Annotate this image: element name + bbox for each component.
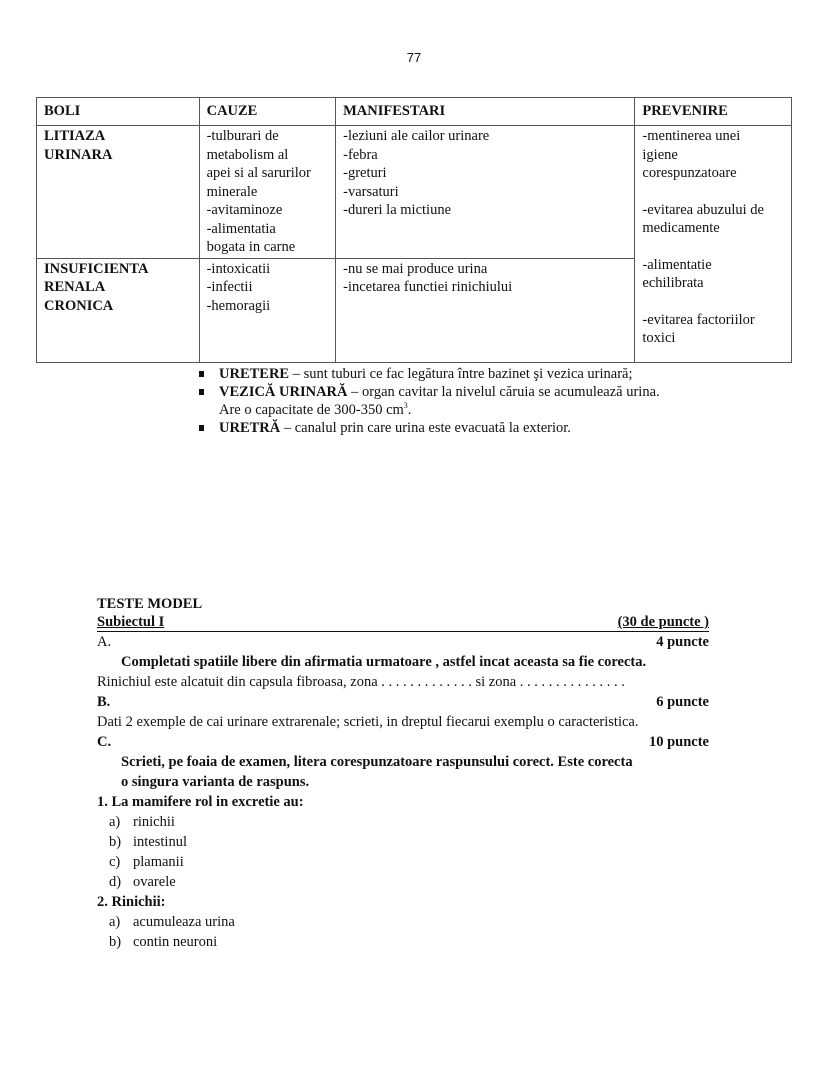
disease-line: INSUFICIENTA (44, 260, 149, 277)
question-2: 2. Rinichii: (97, 894, 166, 910)
option-a (97, 812, 709, 832)
list-item (196, 419, 756, 437)
manifestations-cell (336, 258, 635, 362)
header-manifestari: MANIFESTARI (336, 98, 635, 126)
section-a-label: A. (97, 634, 112, 650)
section-title: TESTE MODEL (97, 596, 203, 612)
cause-line: -infectii (206, 279, 253, 295)
cause-line: -tulburari de (206, 128, 279, 144)
manifestation-line: -greturi (343, 165, 387, 181)
punctuation: . (407, 402, 412, 418)
disease-cell (37, 258, 200, 362)
section-b-points: 6 puncte (656, 694, 709, 710)
manifestation-line: -dureri la mictiune (343, 202, 452, 218)
table-row (37, 126, 792, 259)
table-header-row (37, 98, 792, 126)
diseases-table (36, 97, 792, 363)
square-bullet-icon (199, 389, 204, 395)
option-text: acumuleaza urina (133, 914, 235, 930)
cause-line: -intoxicatii (206, 260, 271, 277)
prevention-line: corespunzatoare (642, 165, 737, 181)
option-c (97, 852, 709, 872)
disease-line: CRONICA (44, 297, 114, 314)
section-c-instruction-continued: o singura varianta de raspuns. (121, 774, 310, 790)
disease-line: RENALA (44, 279, 106, 295)
section-b-label: B. (97, 694, 111, 710)
option-text: contin neuroni (133, 934, 218, 950)
prevention-cell (635, 126, 792, 363)
subject-header (97, 614, 709, 632)
option-letter: a) (109, 914, 121, 930)
header-boli: BOLI (37, 98, 200, 126)
option-text: intestinul (133, 834, 187, 850)
option-letter: a) (109, 814, 121, 830)
option-text: rinichii (133, 814, 175, 830)
superscript: 3 (403, 401, 408, 411)
spacer (642, 293, 784, 311)
causes-cell (199, 126, 336, 259)
manifestation-line: -nu se mai produce urina (343, 260, 488, 277)
section-a-statement: Rinichiul este alcatuit din capsula fibroasa, zona . . . . . . . . . . . . . si zona . . . . . . . . . . . . . . . (97, 674, 625, 690)
term: URETERE (219, 366, 290, 382)
urinary-tract-bullet-list (196, 365, 756, 437)
section-a-points: 4 puncte (656, 634, 709, 650)
manifestations-cell (336, 126, 635, 259)
section-a-instruction: Completati spatiile libere din afirmatia urmatoare , astfel incat aceasta sa fie corecta. (121, 654, 647, 670)
option-a (97, 912, 709, 932)
definition-continued: Are o capacitate de 300-350 cm (219, 402, 404, 418)
option-text: plamanii (133, 854, 184, 870)
prevention-line: toxici (642, 330, 676, 346)
list-item (196, 383, 756, 419)
definition: – organ cavitar la nivelul căruia se acumulează urina. (347, 384, 660, 400)
question-1-options (97, 812, 709, 892)
definition: – canalul prin care urina este evacuată la exterior. (280, 420, 571, 436)
option-letter: b) (109, 934, 122, 950)
square-bullet-icon (199, 371, 204, 377)
definition: – sunt tuburi ce fac legătura între bazinet şi vezica urinară; (289, 366, 633, 382)
page-number: 77 (406, 50, 422, 65)
header-cauze: CAUZE (199, 98, 336, 126)
option-d (97, 872, 709, 892)
prevention-line: -mentinerea unei (642, 128, 741, 144)
model-tests-section (97, 594, 709, 952)
prevention-line: -alimentatie (642, 256, 712, 273)
section-c-label: C. (97, 734, 112, 750)
option-letter: b) (109, 834, 122, 850)
term: VEZICĂ URINARĂ (219, 384, 348, 400)
cause-line: bogata in carne (206, 239, 296, 255)
prevention-line: -evitarea abuzului de (642, 201, 764, 218)
section-b-instruction: Dati 2 exemple de cai urinare extrarenale; scrieti, in dreptul fiecarui exemplu o caracteristica. (97, 714, 639, 730)
spacer (642, 238, 784, 256)
manifestation-line: -febra (343, 146, 378, 163)
header-prevenire: PREVENIRE (635, 98, 792, 126)
option-letter: c) (109, 854, 121, 870)
cause-line: -avitaminoze (206, 202, 283, 218)
cause-line: -alimentatia (206, 220, 276, 237)
option-b (97, 832, 709, 852)
option-b (97, 932, 709, 952)
cause-line: -hemoragii (206, 297, 271, 314)
manifestation-line: -incetarea functiei rinichiului (343, 279, 513, 295)
question-1: 1. La mamifere rol in excretie au: (97, 794, 304, 810)
disease-line: LITIAZA (44, 128, 106, 144)
prevention-line: -evitarea factoriilor (642, 311, 755, 328)
section-c-points: 10 puncte (648, 734, 709, 750)
prevention-line: echilibrata (642, 275, 704, 291)
option-letter: d) (109, 874, 122, 890)
question-2-options (97, 912, 709, 952)
causes-cell (199, 258, 336, 362)
section-c-instruction: Scrieti, pe foaia de examen, litera corespunzatoare raspunsului corect. Este corecta (121, 754, 633, 770)
cause-line: metabolism al (206, 146, 289, 163)
prevention-line: medicamente (642, 220, 720, 236)
term: URETRĂ (219, 420, 281, 436)
subject-points: (30 de puncte ) (617, 614, 709, 630)
prevention-line: igiene (642, 146, 678, 163)
disease-cell (37, 126, 200, 259)
square-bullet-icon (199, 425, 204, 431)
subject-label: Subiectul I (97, 614, 165, 630)
section-b-header (97, 692, 709, 712)
option-text: ovarele (133, 874, 176, 890)
cause-line: apei si al sarurilor (206, 165, 311, 181)
spacer (642, 183, 784, 201)
manifestation-line: -varsaturi (343, 183, 399, 200)
disease-line: URINARA (44, 146, 113, 163)
list-item (196, 365, 756, 383)
manifestation-line: -leziuni ale cailor urinare (343, 128, 490, 144)
cause-line: minerale (206, 183, 258, 200)
section-a-header (97, 632, 709, 652)
section-c-header (97, 732, 709, 752)
